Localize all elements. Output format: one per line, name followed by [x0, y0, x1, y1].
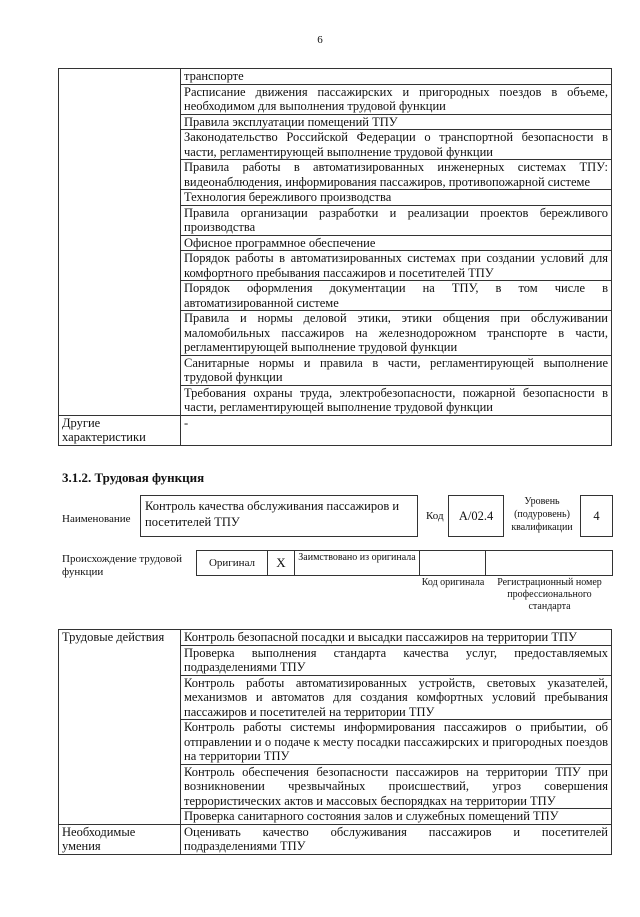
origin-label: Происхождение трудовой функции: [62, 553, 183, 578]
origin-code-note: Код оригинала: [421, 577, 485, 588]
knowledge-table: [58, 68, 612, 446]
level-box: [580, 495, 613, 537]
knowledge-item: Правила организации разработки и реализации проектов бережливого производства: [181, 205, 612, 235]
knowledge-item: Санитарные нормы и правила в части, регламентирующей выполнение трудовой функции: [181, 355, 612, 385]
code-box: [448, 495, 504, 537]
action-item: Проверка санитарного состояния залов и служебных помещений ТПУ: [181, 809, 612, 825]
other-characteristics-label: Другие характеристики: [59, 415, 181, 445]
name-label: Наименование: [62, 513, 131, 525]
level-value: 4: [593, 509, 600, 523]
table-row: [59, 415, 612, 445]
origin-code-cell: [419, 550, 486, 576]
action-item: Контроль работы автоматизированных устройств, световых указателей, механизмов и автоматов для создания комфортных условий пребывания пассажиров и посетителей на территории ТПУ: [181, 675, 612, 720]
table-row: [59, 630, 612, 646]
skills-label: Необходимые умения: [59, 824, 181, 854]
section-heading: 3.1.2. Трудовая функция: [62, 470, 205, 485]
name-value: Контроль качества обслуживания пассажиров и посетителей ТПУ: [145, 499, 400, 529]
skill-item: Оценивать качество обслуживания пассажиров и посетителей подразделениями ТПУ: [181, 824, 612, 854]
origin-borrowed-label: Заимствовано из оригинала: [298, 552, 416, 563]
knowledge-item: Офисное программное обеспечение: [181, 235, 612, 251]
knowledge-item: Требования охраны труда, электробезопасности, пожарной безопасности в части, регламентирующей выполнение трудовой функции: [181, 385, 612, 415]
table-row: [59, 824, 612, 854]
knowledge-item: Порядок работы в автоматизированных системах при создании условий для комфортного пребывания пассажиров и посетителей ТПУ: [181, 251, 612, 281]
origin-original-label: Оригинал: [208, 557, 256, 569]
action-item: Контроль работы системы информирования пассажиров о прибытии, об отправлении и о подаче к месту посадки пассажирских и пригородных поездов на территории ТПУ: [181, 720, 612, 765]
knowledge-item: Технология бережливого производства: [181, 190, 612, 206]
knowledge-item: Законодательство Российской Федерации о транспортной безопасности в части, регламентирующей выполнение трудовой функции: [181, 130, 612, 160]
knowledge-item: Порядок оформления документации на ТПУ, в том числе в автоматизированной системе: [181, 281, 612, 311]
knowledge-item: Правила эксплуатации помещений ТПУ: [181, 114, 612, 130]
action-item: Проверка выполнения стандарта качества услуг, предоставляемых подразделениями ТПУ: [181, 645, 612, 675]
name-box: [140, 495, 418, 537]
knowledge-item: транспорте: [181, 69, 612, 85]
action-item: Контроль безопасной посадки и высадки пассажиров на территории ТПУ: [181, 630, 612, 646]
origin-borrowed-cell: [294, 550, 420, 576]
other-characteristics-value: -: [181, 415, 612, 445]
knowledge-item: Расписание движения пассажирских и пригородных поездов в объеме, необходимом для выполнения трудовой функции: [181, 84, 612, 114]
origin-reg-cell: [485, 550, 613, 576]
origin-mark: X: [276, 555, 286, 570]
actions-table: [58, 629, 612, 855]
action-item: Контроль обеспечения безопасности пассажиров на территории ТПУ при возникновении чрезвычайных происшествий, угроз совершения террористических актов и массовых беспорядках на территории ТПУ: [181, 764, 612, 809]
knowledge-label-cell: [59, 69, 181, 416]
page-number: 6: [317, 34, 323, 46]
origin-original-cell: [196, 550, 268, 576]
origin-reg-note: Регистрационный номер профессионального стандарта: [497, 577, 602, 612]
code-value: А/02.4: [458, 509, 494, 523]
actions-label: Трудовые действия: [59, 630, 181, 825]
table-row: [59, 69, 612, 85]
knowledge-item: Правила работы в автоматизированных инженерных системах ТПУ: видеонаблюдения, информирования пассажиров, противопожарной системе: [181, 160, 612, 190]
level-label: Уровень (подуровень) квалификации: [511, 496, 573, 533]
knowledge-item: Правила и нормы деловой этики, этики общения при обслуживании маломобильных пассажиров на железнодорожном транспорте в части, регламентирующей выполнение трудовой функции: [181, 311, 612, 356]
code-label: Код: [426, 510, 444, 522]
origin-mark-cell: [267, 550, 295, 576]
